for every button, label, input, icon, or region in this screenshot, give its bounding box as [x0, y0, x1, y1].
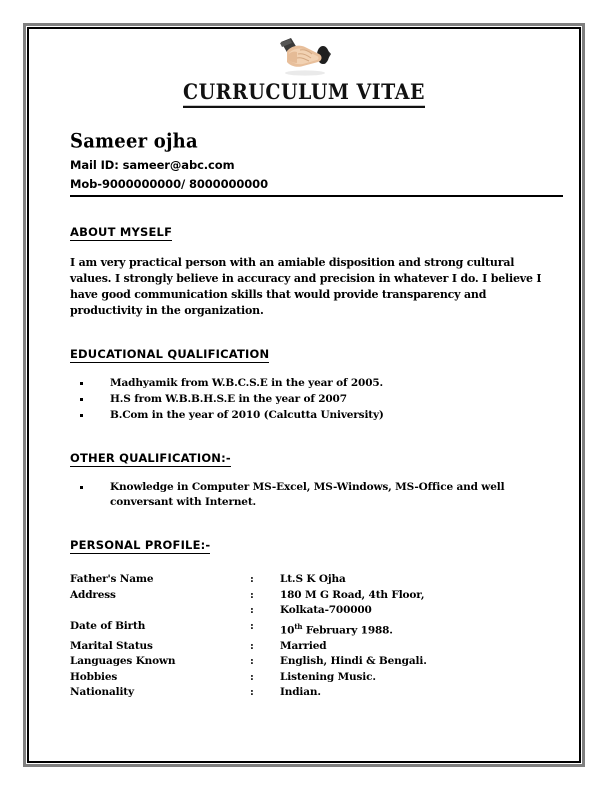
- profile-value: 180 M G Road, 4th Floor,: [280, 588, 425, 601]
- profile-colon: :: [250, 655, 254, 667]
- table-row: [70, 619, 427, 639]
- profile-label: Languages Known: [70, 655, 176, 667]
- table-row: [70, 685, 427, 701]
- profile-colon: :: [250, 604, 254, 616]
- profile-colon: :: [250, 686, 254, 698]
- section-educational-qualification: [70, 347, 557, 423]
- profile-colon: :: [250, 573, 254, 585]
- header-graphic: [29, 29, 579, 81]
- table-row: [70, 639, 427, 655]
- email-line: Mail ID: sameer@abc.com: [70, 158, 235, 172]
- dob-day: 10: [280, 624, 295, 636]
- profile-label: Hobbies: [70, 670, 118, 683]
- table-row: [70, 670, 427, 686]
- personal-profile-heading: [70, 538, 557, 554]
- table-row: [70, 572, 427, 588]
- document-title-text: CURRUCULUM VITAE: [183, 80, 425, 108]
- list-item: [70, 392, 557, 407]
- dob-ordinal-suffix: th: [294, 621, 303, 631]
- profile-value: [280, 619, 427, 639]
- section-personal-profile: [70, 538, 557, 701]
- identity-block: [70, 129, 563, 197]
- profile-label: Nationality: [70, 686, 134, 698]
- document-title: [29, 80, 579, 108]
- table-row: [70, 588, 427, 604]
- profile-label: [70, 603, 250, 619]
- list-item: [70, 480, 557, 510]
- profile-colon: :: [250, 670, 254, 683]
- profile-value: Kolkata-700000: [280, 604, 372, 616]
- profile-colon: :: [250, 619, 254, 632]
- education-heading: [70, 347, 557, 363]
- profile-label: Address: [70, 588, 116, 601]
- document-content: [29, 29, 579, 761]
- square-bullet-icon: [80, 398, 83, 401]
- personal-profile-table: [70, 572, 427, 701]
- about-paragraph: I am very practical person with an amiable disposition and strong cultural values. I strongly believe in accuracy and precision in whatever I do. I believe I have good communication skills that would provide transparency and productivity in the organization.: [70, 256, 542, 317]
- profile-label: Marital Status: [70, 639, 153, 652]
- dob-month-year: February 1988.: [302, 624, 393, 636]
- profile-label: Date of Birth: [70, 619, 146, 632]
- profile-colon: :: [250, 639, 254, 652]
- square-bullet-icon: [80, 414, 83, 417]
- identity-divider: [70, 195, 563, 197]
- list-item: [70, 408, 557, 423]
- candidate-name: Sameer ojha: [70, 129, 198, 153]
- table-row: [70, 654, 427, 670]
- square-bullet-icon: [80, 486, 83, 489]
- education-list: [70, 376, 557, 423]
- about-heading: [70, 225, 557, 241]
- list-item-label: Knowledge in Computer MS-Excel, MS-Windows, MS-Office and well conversant with Internet.: [110, 481, 505, 508]
- profile-label: Father's Name: [70, 573, 154, 585]
- section-about-myself: [70, 225, 557, 319]
- section-other-qualification: [70, 451, 557, 510]
- other-qualification-heading-text: OTHER QUALIFICATION:-: [70, 451, 231, 465]
- profile-value: Indian.: [280, 686, 321, 698]
- education-heading-text: EDUCATIONAL QUALIFICATION: [70, 347, 270, 361]
- other-qualification-list: [70, 480, 557, 510]
- profile-colon: :: [250, 588, 254, 601]
- table-row: [70, 603, 427, 619]
- list-item-label: B.Com in the year of 2010 (Calcutta University): [110, 409, 384, 421]
- about-heading-text: ABOUT MYSELF: [70, 225, 173, 239]
- personal-profile-heading-text: PERSONAL PROFILE:-: [70, 538, 211, 552]
- list-item-label: H.S from W.B.B.H.S.E in the year of 2007: [110, 393, 347, 405]
- handshake-icon: [267, 33, 341, 77]
- profile-value: Listening Music.: [280, 670, 376, 683]
- list-item-label: Madhyamik from W.B.C.S.E in the year of 2005.: [110, 377, 384, 389]
- list-item: [70, 376, 557, 391]
- mobile-line: Mob-9000000000/ 8000000000: [70, 177, 268, 191]
- square-bullet-icon: [80, 382, 83, 385]
- profile-value: Lt.S K Ojha: [280, 573, 346, 585]
- profile-value: English, Hindi & Bengali.: [280, 655, 427, 667]
- other-qualification-heading: [70, 451, 557, 467]
- profile-value: Married: [280, 639, 327, 652]
